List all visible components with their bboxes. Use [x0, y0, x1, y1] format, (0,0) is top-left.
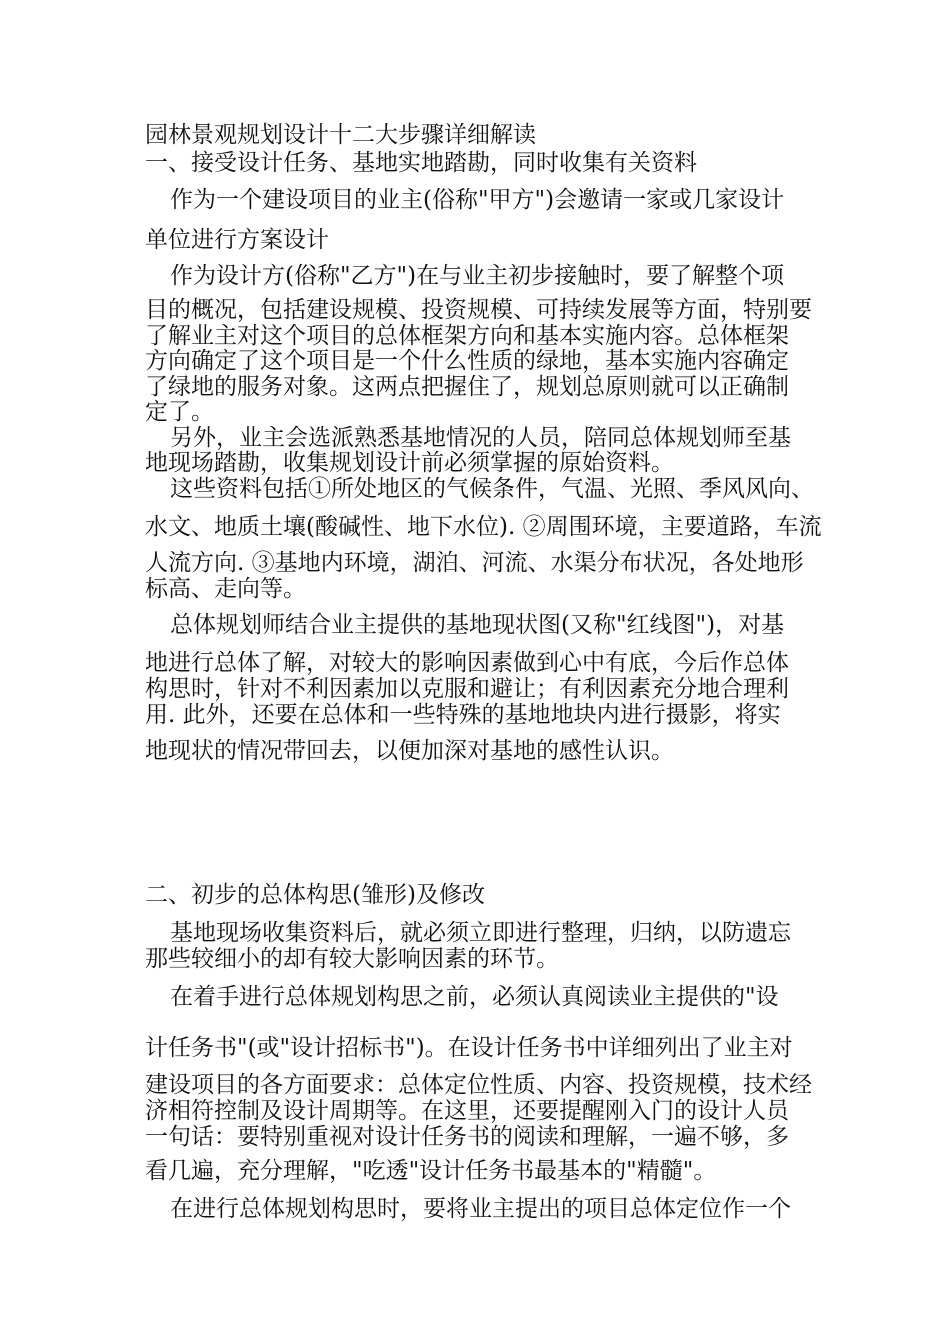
paragraph-line: 那些较细小的却有较大影响因素的环节。	[145, 946, 559, 972]
paragraph-line: 在进行总体规划构思时，要将业主提出的项目总体定位作一个	[170, 1196, 791, 1222]
paragraph-line: 建设项目的各方面要求：总体定位性质、内容、投资规模，技术经	[145, 1072, 812, 1098]
paragraph-line: 了绿地的服务对象。这两点把握住了，规划总原则就可以正确制	[145, 374, 789, 400]
document-title: 园林景观规划设计十二大步骤详细解读	[145, 122, 536, 148]
paragraph-line: 构思时，针对不利因素加以克服和避让；有利因素充分地合理利	[145, 676, 789, 702]
section-heading: 二、初步的总体构思(雏形)及修改	[145, 882, 485, 908]
paragraph-line: 一句话：要特别重视对设计任务书的阅读和理解，一遍不够，多	[145, 1124, 789, 1150]
paragraph-line: 水文、地质土壤(酸碱性、地下水位). ②周围环境，主要道路，车流	[145, 514, 822, 540]
paragraph-line: 标高、走向等。	[145, 576, 306, 602]
paragraph-line: 济相符控制及设计周期等。在这里，还要提醒刚入门的设计人员	[145, 1098, 789, 1124]
section-heading: 一、接受设计任务、基地实地踏勘，同时收集有关资料	[145, 150, 697, 176]
paragraph-line: 作为一个建设项目的业主(俗称"甲方")会邀请一家或几家设计	[170, 187, 785, 213]
paragraph-line: 另外，业主会选派熟悉基地情况的人员，陪同总体规划师至基	[170, 425, 791, 451]
paragraph-line: 用. 此外，还要在总体和一些特殊的基地地块内进行摄影，将实	[145, 702, 781, 728]
paragraph-line: 目的概况，包括建设规模、投资规模、可持续发展等方面，特别要	[145, 297, 812, 323]
paragraph-line: 基地现场收集资料后，就必须立即进行整理，归纳，以防遗忘	[170, 920, 791, 946]
paragraph-line: 地进行总体了解，对较大的影响因素做到心中有底，今后作总体	[145, 650, 789, 676]
paragraph-line: 地现场踏勘，收集规划设计前必须掌握的原始资料。	[145, 450, 674, 476]
paragraph-line: 人流方向. ③基地内环境，湖泊、河流、水渠分布状况，各处地形	[145, 550, 804, 576]
paragraph-line: 计任务书"(或"设计招标书")。在设计任务书中详细列出了业主对	[145, 1035, 793, 1061]
paragraph-line: 作为设计方(俗称"乙方")在与业主初步接触时，要了解整个项	[170, 263, 785, 289]
paragraph-line: 了解业主对这个项目的总体框架方向和基本实施内容。总体框架	[145, 323, 789, 349]
paragraph-line: 在着手进行总体规划构思之前，必须认真阅读业主提供的"设	[170, 984, 779, 1010]
paragraph-line: 这些资料包括①所处地区的气候条件，气温、光照、季风风向、	[170, 476, 814, 502]
paragraph-line: 单位进行方案设计	[145, 227, 329, 253]
paragraph-line: 定了。	[145, 399, 214, 425]
paragraph-line: 方向确定了这个项目是一个什么性质的绿地，基本实施内容确定	[145, 348, 789, 374]
paragraph-line: 地现状的情况带回去，以便加深对基地的感性认识。	[145, 738, 674, 764]
paragraph-line: 总体规划师结合业主提供的基地现状图(又称"红线图")，对基	[170, 612, 785, 638]
paragraph-line: 看几遍，充分理解，"吃透"设计任务书最基本的"精髓"。	[145, 1158, 717, 1184]
